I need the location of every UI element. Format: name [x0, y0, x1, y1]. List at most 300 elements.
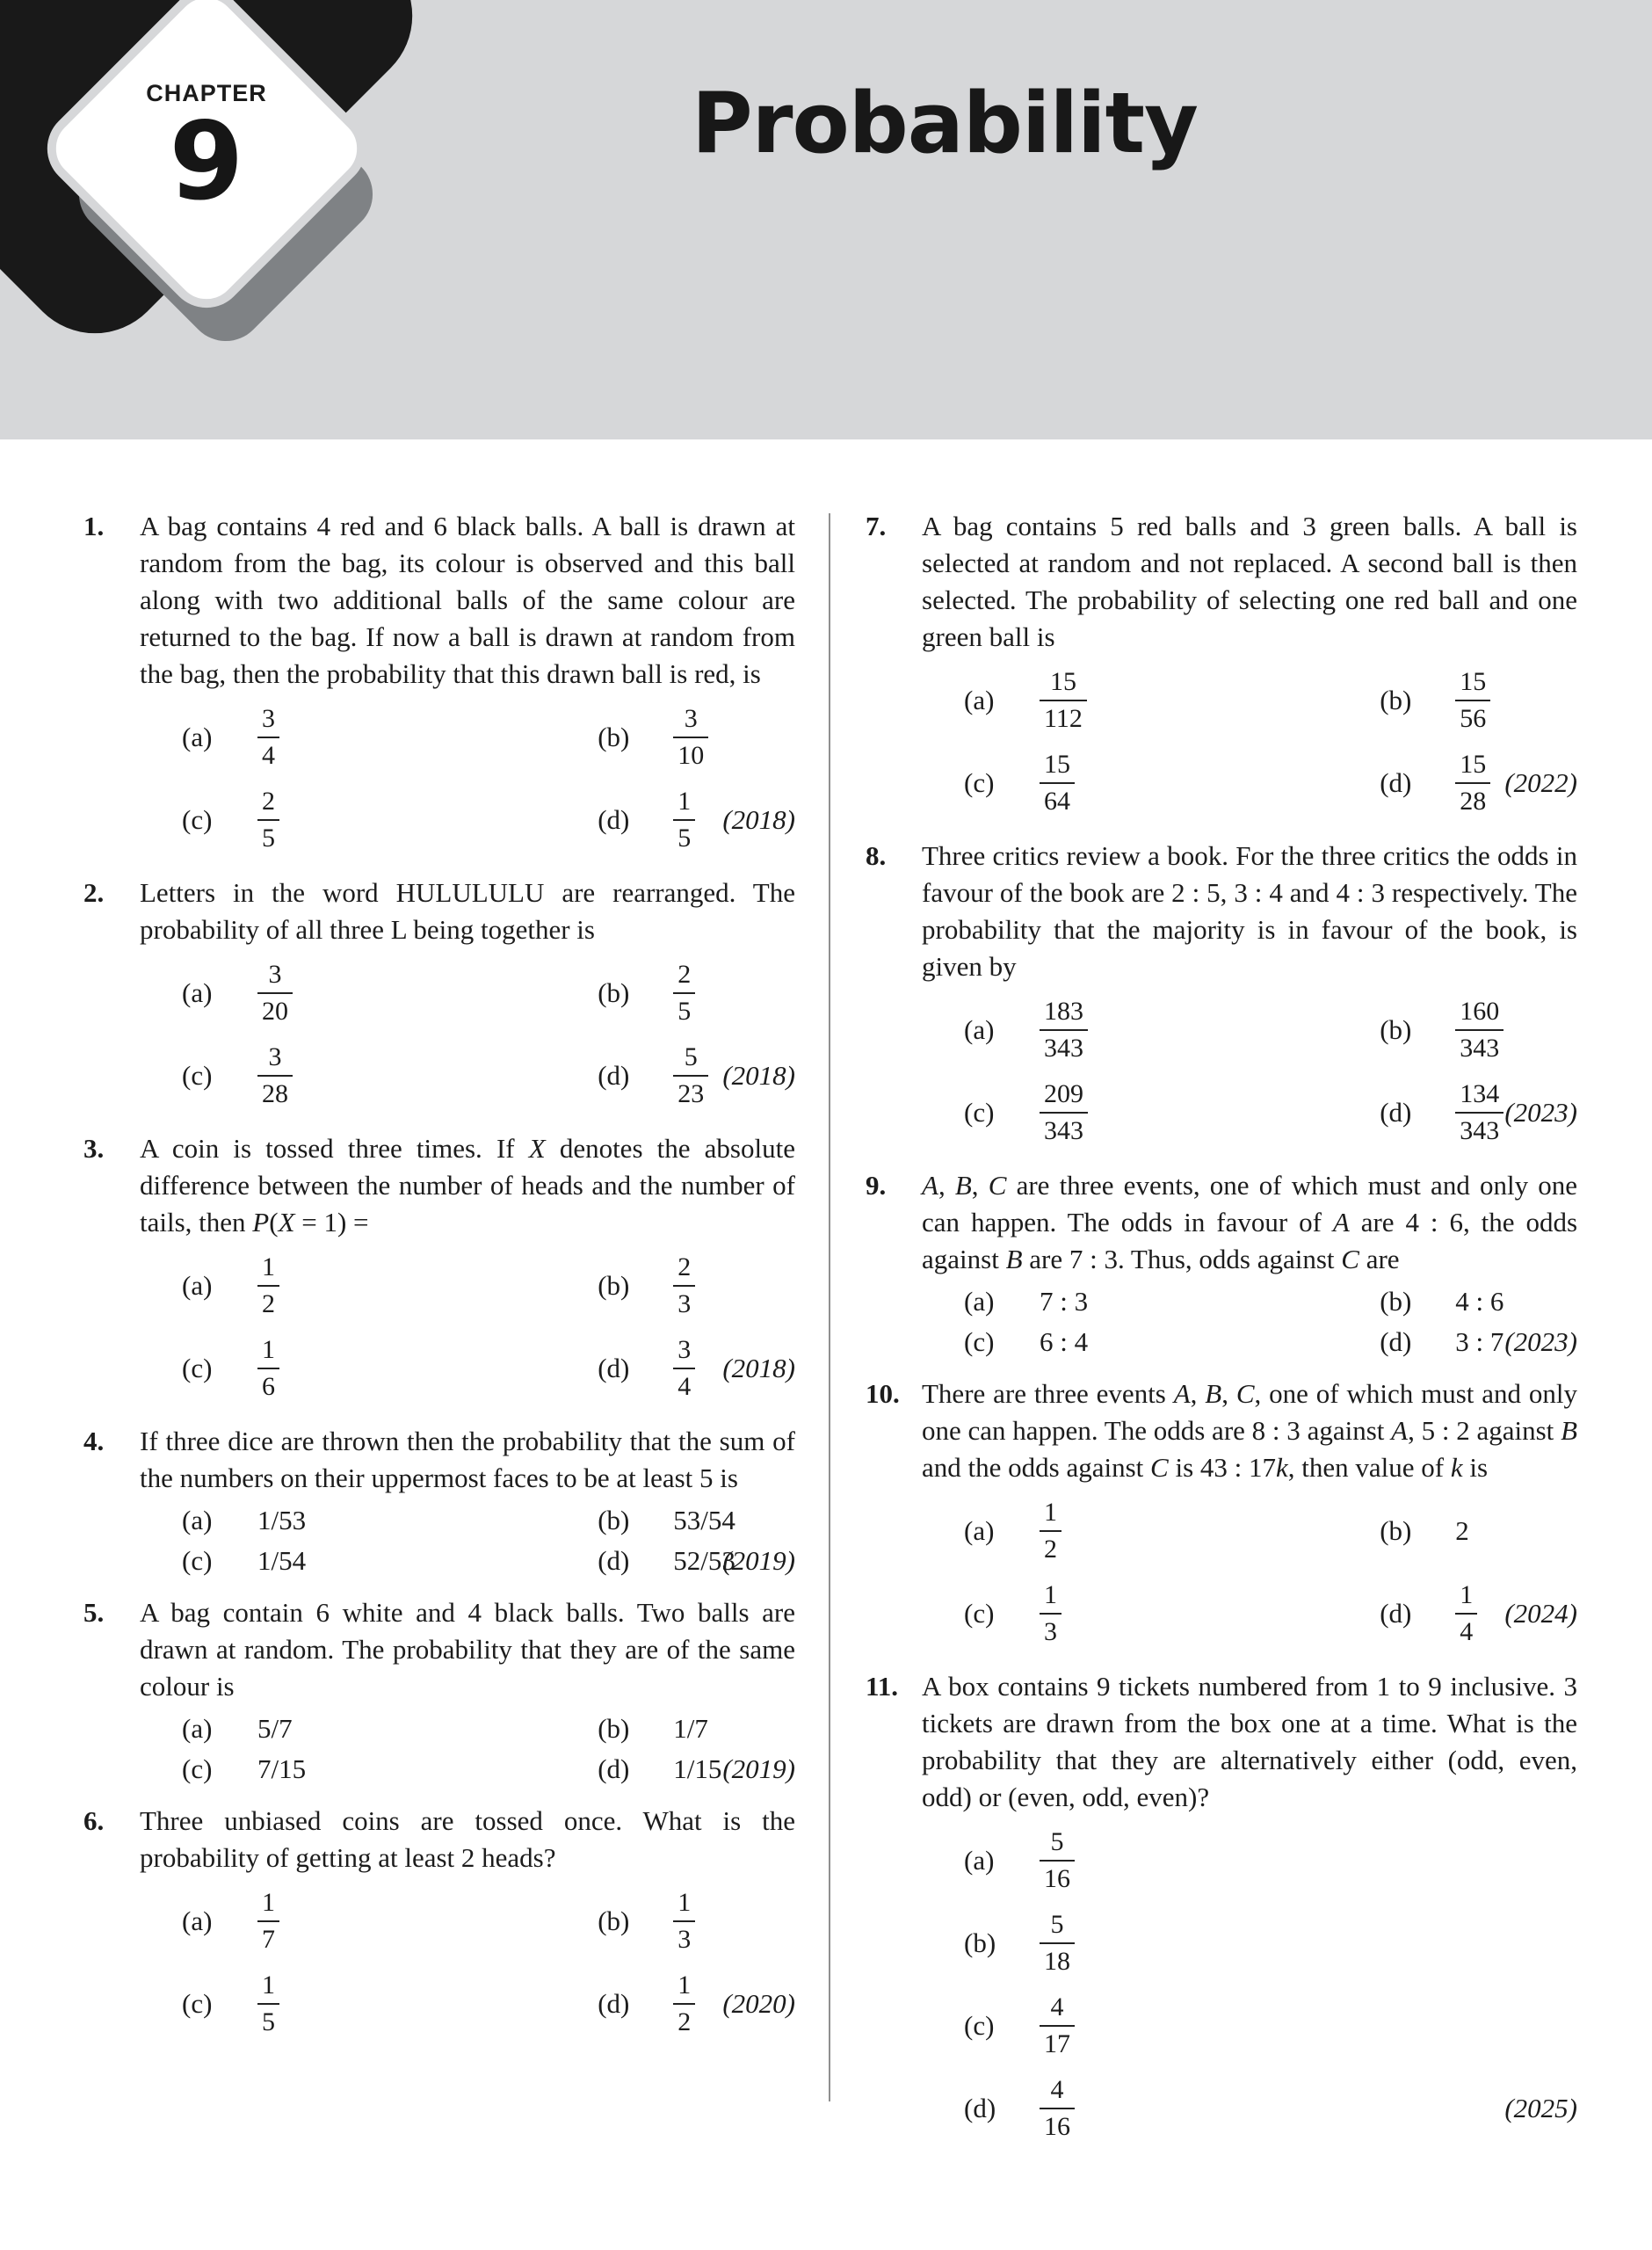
option-label: (a) [964, 1014, 995, 1045]
option-a [140, 704, 555, 771]
fraction-value [1040, 1498, 1061, 1564]
fraction-numerator: 160 [1460, 997, 1500, 1026]
option-label: (d) [1380, 1097, 1412, 1128]
fraction-numerator: 1 [1460, 1580, 1474, 1609]
option-value: 4 : 6 [1455, 1286, 1504, 1317]
plain-text: Three unbiased coins are tossed once. What is the probability of getting at least 2 heads? [140, 1805, 795, 1873]
fraction-denominator: 4 [257, 737, 279, 771]
fraction-denominator: 56 [1455, 700, 1490, 734]
option-label: (a) [964, 1845, 995, 1876]
fraction-numerator: 15 [1460, 667, 1487, 696]
question-text [922, 1668, 1577, 1816]
question-body [922, 508, 1577, 825]
fraction-denominator: 3 [673, 1920, 695, 1955]
plain-text: Three critics review a book. For the three critics the odds in favour of the book are 2 : 5, 3 : 4 and 4 : 3 respectively. The probability that the majority is in favour of the book, is given by [922, 840, 1577, 982]
option-label: (c) [964, 1598, 995, 1629]
fraction-denominator: 2 [257, 1285, 279, 1319]
option-row [922, 1820, 1577, 1901]
fraction-value [257, 704, 279, 771]
option-row [140, 1709, 795, 1748]
option-a [140, 1505, 555, 1536]
italic-text: k [1276, 1452, 1288, 1483]
option-row [922, 1072, 1577, 1153]
option-value: 7 : 3 [1040, 1286, 1089, 1317]
option-label: (c) [964, 1326, 995, 1357]
fraction-numerator: 15 [1049, 667, 1076, 696]
fraction-numerator: 4 [1050, 2075, 1064, 2104]
option-row [922, 990, 1577, 1071]
question-text [140, 1594, 795, 1705]
option-label: (d) [598, 1353, 630, 1383]
option-c [140, 1971, 555, 2037]
option-value: 2 [1455, 1515, 1469, 1546]
year-badge: (2019) [722, 1753, 795, 1784]
question-body [140, 1130, 795, 1411]
option-d [1337, 1580, 1477, 1647]
question-1 [83, 508, 795, 862]
question-text [922, 838, 1577, 985]
option-b [555, 960, 695, 1027]
fraction-value [673, 1888, 695, 1955]
fraction-value [257, 1042, 293, 1109]
fraction-numerator: 1 [262, 1971, 275, 2000]
fraction-denominator: 18 [1040, 1942, 1075, 1977]
fraction-denominator: 343 [1455, 1112, 1503, 1146]
option-label: (c) [964, 1097, 995, 1128]
option-d [555, 1971, 695, 2037]
option-row [140, 1750, 795, 1789]
plain-text: A bag contains 5 red balls and 3 green balls. A ball is selected at random and not replaced. A second ball is then selected. The probability of selecting one red ball and one green ball is [922, 511, 1577, 652]
option-d [555, 1042, 708, 1109]
chapter-label: CHAPTER [146, 80, 267, 107]
italic-text: A [1391, 1415, 1409, 1446]
option-a [140, 1713, 555, 1745]
option-label: (b) [964, 1927, 996, 1958]
fraction-denominator: 16 [1040, 2108, 1075, 2142]
option-row [140, 1963, 795, 2044]
question-number: 1. [83, 511, 105, 541]
fraction-denominator: 5 [257, 2003, 279, 2037]
italic-text: P [252, 1207, 270, 1238]
option-c [922, 1079, 1337, 1146]
option-label: (b) [598, 1270, 630, 1301]
option-d [1337, 1079, 1503, 1146]
question-body [922, 1167, 1577, 1363]
plain-text: There are three events [922, 1378, 1174, 1409]
question-body [140, 1803, 795, 2046]
plain-text: , [971, 1170, 989, 1201]
question-number: 10. [866, 1378, 900, 1409]
option-row [922, 1985, 1577, 2066]
option-value: 1/54 [257, 1545, 307, 1576]
fraction-value [257, 1335, 279, 1402]
question-2 [83, 875, 795, 1118]
fraction-numerator: 1 [262, 1888, 275, 1917]
fraction-denominator: 2 [1040, 1530, 1061, 1564]
fraction-value [1455, 1580, 1477, 1647]
question-3 [83, 1130, 795, 1411]
plain-text: A coin is tossed three times. If [140, 1133, 529, 1164]
plain-text: and the odds against [922, 1452, 1151, 1483]
year-badge: (2018) [722, 1353, 795, 1383]
option-d [555, 1335, 695, 1402]
fraction-value [673, 1971, 695, 2037]
italic-text: B [954, 1170, 972, 1201]
option-a [922, 1827, 1075, 1894]
page-title: Probability [692, 76, 1198, 172]
fraction-value [1040, 2075, 1075, 2142]
question-text [922, 1167, 1577, 1278]
year-badge: (2023) [1504, 1097, 1577, 1128]
fraction-value [257, 1888, 279, 1955]
fraction-numerator: 209 [1044, 1079, 1083, 1108]
fraction-numerator: 3 [268, 1042, 282, 1071]
option-label: (a) [182, 1905, 213, 1936]
fraction-denominator: 343 [1040, 1112, 1088, 1146]
option-d [555, 1545, 735, 1577]
fraction-numerator: 1 [1044, 1498, 1057, 1527]
plain-text: , one of which must and only one can happen. The odds are 8 : 3 against [922, 1378, 1577, 1446]
fraction-numerator: 5 [1050, 1827, 1064, 1856]
option-c [140, 1545, 555, 1577]
option-row [140, 1881, 795, 1962]
option-row [922, 1491, 1577, 1571]
option-row [140, 1328, 795, 1409]
fraction-value [673, 1042, 708, 1109]
fraction-value [673, 1335, 695, 1402]
question-7 [866, 508, 1577, 825]
option-label: (c) [182, 1988, 213, 2019]
option-label: (c) [964, 2010, 995, 2041]
question-5 [83, 1594, 795, 1790]
option-c [140, 787, 555, 853]
question-number: 4. [83, 1426, 105, 1456]
question-text [140, 508, 795, 693]
option-a [922, 997, 1337, 1063]
fraction-value [1040, 667, 1087, 734]
option-b [1337, 997, 1503, 1063]
option-row [140, 1542, 795, 1580]
fraction-value [1455, 1079, 1503, 1146]
option-c [922, 1326, 1337, 1358]
option-label: (d) [964, 2093, 996, 2123]
italic-text: A [1173, 1378, 1191, 1409]
option-value: 6 : 4 [1040, 1326, 1089, 1357]
option-a [922, 1286, 1337, 1317]
fraction-value [1040, 750, 1075, 817]
italic-text: C [1341, 1244, 1359, 1274]
fraction-numerator: 1 [262, 1252, 275, 1281]
option-d [1337, 750, 1490, 817]
option-value: 52/53 [673, 1545, 735, 1576]
option-label: (b) [1380, 1515, 1412, 1546]
plain-text: are [1359, 1244, 1400, 1274]
fraction-denominator: 20 [257, 992, 293, 1027]
option-a [140, 1888, 555, 1955]
option-c [140, 1042, 555, 1109]
fraction-numerator: 3 [677, 1335, 692, 1364]
fraction-value [673, 704, 708, 771]
question-body [140, 1594, 795, 1790]
option-label: (b) [1380, 1286, 1412, 1317]
fraction-value [1040, 1992, 1075, 2059]
fraction-numerator: 183 [1044, 997, 1083, 1026]
option-c [922, 750, 1337, 817]
fraction-denominator: 112 [1040, 700, 1087, 734]
plain-text: , [938, 1170, 955, 1201]
option-row [922, 1282, 1577, 1321]
option-value: 1/15 [673, 1753, 722, 1784]
question-body [140, 875, 795, 1118]
fraction-value [257, 1252, 279, 1319]
fraction-numerator: 1 [677, 1888, 692, 1917]
option-b [555, 1252, 695, 1319]
plain-text: is 43 : 17 [1168, 1452, 1276, 1483]
year-badge: (2024) [1504, 1598, 1577, 1629]
question-number: 9. [866, 1170, 887, 1201]
option-c [140, 1335, 555, 1402]
fraction-denominator: 7 [257, 1920, 279, 1955]
option-label: (b) [598, 722, 630, 752]
option-row [140, 953, 795, 1034]
fraction-denominator: 6 [257, 1368, 279, 1402]
option-label: (c) [182, 1060, 213, 1091]
option-label: (c) [182, 1353, 213, 1383]
plain-text: A bag contain 6 white and 4 black balls. Two balls are drawn at random. The probability that they are of the same colour is [140, 1597, 795, 1702]
fraction-numerator: 2 [677, 960, 692, 989]
italic-text: A [922, 1170, 938, 1201]
fraction-denominator: 16 [1040, 1860, 1075, 1894]
column-right [866, 508, 1577, 2163]
fraction-value [1455, 667, 1490, 734]
option-d [922, 2075, 1075, 2142]
option-c [922, 1580, 1337, 1647]
option-b [555, 704, 708, 771]
option-label: (a) [182, 722, 213, 752]
question-number: 2. [83, 877, 105, 908]
question-8 [866, 838, 1577, 1155]
column-left [83, 508, 795, 2163]
fraction-numerator: 4 [1050, 1992, 1064, 2021]
fraction-numerator: 15 [1044, 750, 1070, 779]
fraction-value [673, 787, 695, 853]
option-row [140, 1035, 795, 1116]
option-d [555, 1753, 721, 1785]
fraction-numerator: 3 [684, 704, 698, 733]
fraction-denominator: 4 [1455, 1613, 1477, 1647]
option-a [922, 1498, 1337, 1564]
plain-text: are 7 : 3. Thus, odds against [1022, 1244, 1342, 1274]
option-value: 5/7 [257, 1713, 293, 1744]
option-row [922, 1323, 1577, 1361]
option-b [922, 1910, 1075, 1977]
option-a [922, 667, 1337, 734]
year-badge: (2022) [1504, 767, 1577, 798]
question-number: 8. [866, 840, 887, 871]
plain-text: , then value of [1287, 1452, 1451, 1483]
year-badge: (2023) [1504, 1326, 1577, 1357]
option-b [555, 1505, 735, 1536]
question-body [922, 1375, 1577, 1656]
question-text [922, 1375, 1577, 1486]
fraction-denominator: 343 [1040, 1029, 1088, 1063]
fraction-value [257, 1971, 279, 2037]
option-value: 3 : 7 [1455, 1326, 1504, 1357]
fraction-numerator: 1 [677, 1971, 692, 2000]
fraction-numerator: 134 [1460, 1079, 1500, 1108]
question-text [140, 1803, 795, 1876]
question-6 [83, 1803, 795, 2046]
option-label: (b) [598, 1905, 630, 1936]
option-label: (b) [598, 1505, 630, 1535]
option-label: (b) [598, 1713, 630, 1744]
page-content [0, 439, 1652, 2163]
question-body [922, 1668, 1577, 2151]
option-row [922, 743, 1577, 824]
question-number: 7. [866, 511, 887, 541]
question-number: 5. [83, 1597, 105, 1628]
option-label: (d) [1380, 767, 1412, 798]
plain-text: are 4 : 6, the odds against [922, 1207, 1578, 1274]
fraction-numerator: 2 [262, 787, 275, 816]
plain-text: , [1221, 1378, 1236, 1409]
fraction-numerator: 5 [684, 1042, 698, 1071]
option-label: (d) [1380, 1326, 1412, 1357]
fraction-value [1040, 1827, 1075, 1894]
option-label: (b) [598, 977, 630, 1008]
option-c [140, 1753, 555, 1785]
fraction-value [1040, 1079, 1088, 1146]
option-b [1337, 667, 1490, 734]
italic-text: B [1205, 1378, 1222, 1409]
question-body [140, 1423, 795, 1582]
option-label: (d) [598, 1060, 630, 1091]
year-badge: (2019) [722, 1545, 795, 1576]
option-a [140, 1252, 555, 1319]
option-value: 53/54 [673, 1505, 735, 1535]
year-badge: (2020) [722, 1988, 795, 2019]
chapter-header [0, 0, 1652, 439]
chapter-number: 9 [169, 99, 244, 225]
question-body [922, 838, 1577, 1155]
plain-text: , 5 : 2 against [1408, 1415, 1561, 1446]
option-label: (d) [598, 1753, 630, 1784]
fraction-denominator: 2 [673, 2003, 695, 2037]
year-badge: (2018) [722, 1060, 795, 1091]
option-row [140, 1501, 795, 1540]
option-c [922, 1992, 1075, 2059]
plain-text: , [1190, 1378, 1206, 1409]
option-label: (c) [182, 1545, 213, 1576]
fraction-denominator: 17 [1040, 2025, 1075, 2059]
question-4 [83, 1423, 795, 1582]
option-label: (c) [182, 804, 213, 835]
question-text [140, 1130, 795, 1241]
option-label: (a) [182, 1270, 213, 1301]
fraction-denominator: 10 [673, 737, 708, 771]
question-body [140, 508, 795, 862]
italic-text: B [1005, 1244, 1023, 1274]
fraction-denominator: 28 [257, 1075, 293, 1109]
plain-text: A box contains 9 tickets numbered from 1 to 9 inclusive. 3 tickets are drawn from the box one at a time. What is the probability that they are alternatively either (odd, even, odd) or (even, odd, even)? [922, 1671, 1577, 1812]
option-label: (b) [1380, 1014, 1412, 1045]
option-label: (c) [182, 1753, 213, 1784]
option-label: (a) [964, 685, 995, 715]
column-divider [829, 513, 830, 2101]
plain-text: Letters in the word HULULULU are rearranged. The probability of all three L being together is [140, 877, 795, 945]
option-value: 7/15 [257, 1753, 307, 1784]
fraction-denominator: 23 [673, 1075, 708, 1109]
fraction-numerator: 3 [268, 960, 282, 989]
italic-text: C [1150, 1452, 1169, 1483]
fraction-value [673, 1252, 695, 1319]
option-value: 1/53 [257, 1505, 307, 1535]
option-row [922, 660, 1577, 741]
fraction-value [1040, 997, 1088, 1063]
plain-text: is [1462, 1452, 1489, 1483]
fraction-denominator: 3 [1040, 1613, 1061, 1647]
fraction-numerator: 3 [262, 704, 275, 733]
option-label: (d) [1380, 1598, 1412, 1629]
option-value: 1/7 [673, 1713, 708, 1744]
question-11 [866, 1668, 1577, 2151]
italic-text: X [528, 1133, 546, 1164]
option-b [1337, 1286, 1503, 1317]
question-text [140, 1423, 795, 1497]
fraction-denominator: 5 [257, 819, 279, 853]
year-badge: (2018) [722, 804, 795, 835]
option-label: (d) [598, 1545, 630, 1576]
option-row [922, 2068, 1577, 2149]
fraction-numerator: 2 [677, 1252, 692, 1281]
fraction-denominator: 28 [1455, 782, 1490, 817]
question-text [922, 508, 1577, 656]
fraction-denominator: 5 [673, 992, 695, 1027]
question-9 [866, 1167, 1577, 1363]
question-10 [866, 1375, 1577, 1656]
fraction-value [1455, 997, 1503, 1063]
option-label: (a) [182, 1713, 213, 1744]
option-label: (a) [182, 1505, 213, 1535]
italic-text: A [1332, 1207, 1350, 1238]
year-badge: (2025) [1504, 2093, 1577, 2123]
option-label: (c) [964, 767, 995, 798]
option-a [140, 960, 555, 1027]
fraction-denominator: 343 [1455, 1029, 1503, 1063]
option-b [555, 1888, 695, 1955]
option-row [922, 1573, 1577, 1654]
option-row [140, 780, 795, 860]
question-number: 6. [83, 1805, 105, 1836]
plain-text: denotes the absolute difference between the number of heads and the number of tails, then [140, 1133, 795, 1238]
plain-text: A bag contains 4 red and 6 black balls. A ball is drawn at random from the bag, its colour is observed and this ball along with two additional balls of the same colour are returned to the bag. If now a ball is drawn at random from the bag, then the probability that this drawn ball is red, is [140, 511, 795, 689]
option-d [555, 787, 695, 853]
italic-text: k [1450, 1452, 1463, 1483]
fraction-numerator: 1 [1044, 1580, 1057, 1609]
italic-text: C [1235, 1378, 1255, 1409]
option-row [140, 697, 795, 778]
fraction-value [1455, 750, 1490, 817]
question-number: 11. [866, 1671, 899, 1702]
fraction-value [1040, 1580, 1061, 1647]
fraction-denominator: 3 [673, 1285, 695, 1319]
option-row [922, 1903, 1577, 1984]
fraction-numerator: 15 [1460, 750, 1487, 779]
plain-text: If three dice are thrown then the probability that the sum of the numbers on their uppermost faces to be at least 5 is [140, 1426, 795, 1493]
option-row [140, 1245, 795, 1326]
plain-text: = 1) = [294, 1207, 369, 1238]
italic-text: X [278, 1207, 295, 1238]
